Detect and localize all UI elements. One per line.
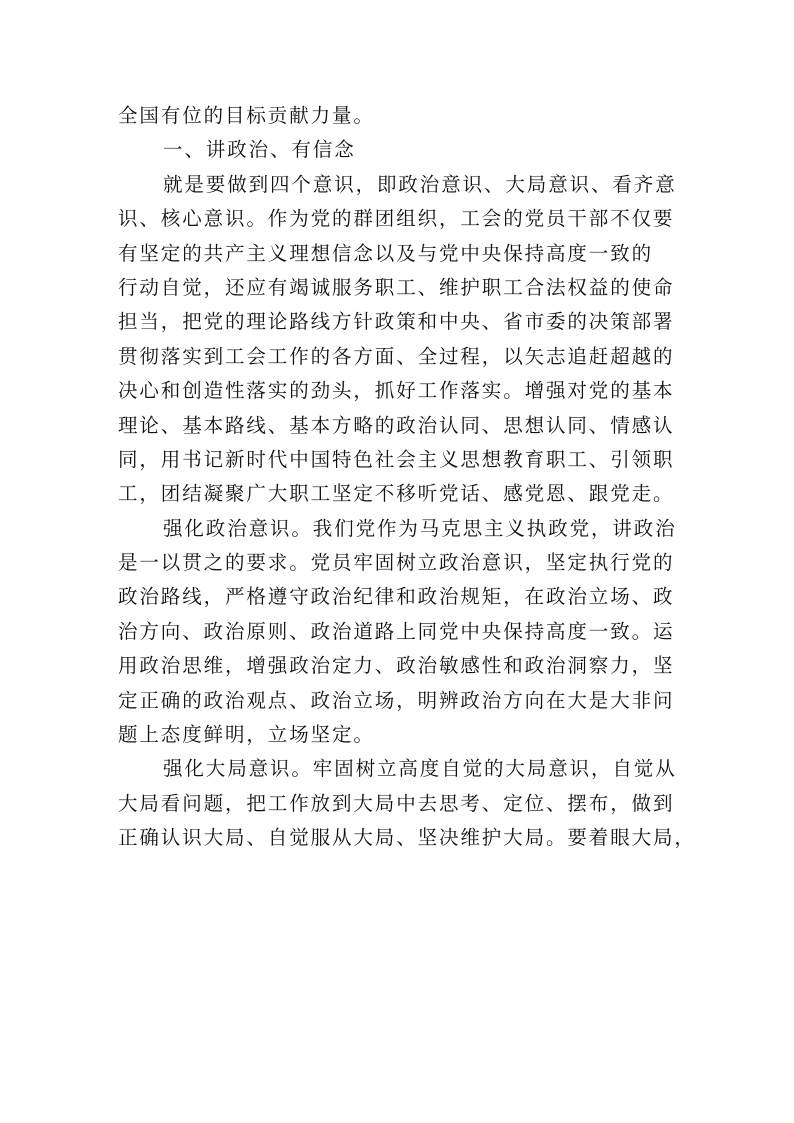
text-line: 有坚定的共产主义理想信念以及与党中央保持高度一致的 [118, 241, 654, 265]
text-line: 定正确的政治观点、政治立场，明辨政治方向在大是大非问 [118, 688, 675, 712]
text-line: 是一以贯之的要求。党员牢固树立政治意识，坚定执行党的 [118, 551, 675, 575]
text-line: 决心和创造性落实的劲头，抓好工作落实。增强对党的基本 [118, 379, 675, 403]
section-heading: 一、讲政治、有信念 [163, 138, 356, 162]
document-body [118, 99, 696, 856]
text-line: 同，用书记新时代中国特色社会主义思想教育职工、引领职 [118, 447, 675, 471]
text-line: 担当，把党的理论路线方针政策和中央、省市委的决策部署 [118, 310, 675, 334]
text-line: 治方向、政治原则、政治道路上同党中央保持高度一致。运 [118, 619, 675, 643]
text-line: 政治路线，严格遵守政治纪律和政治规矩，在政治立场、政 [118, 585, 675, 609]
text-line: 工，团结凝聚广大职工坚定不移听党话、感党恩、跟党走。 [118, 482, 675, 506]
text-line: 行动自觉，还应有竭诚服务职工、维护职工合法权益的使命 [118, 275, 675, 299]
text-line: 大局看问题，把工作放到大局中去思考、定位、摆布，做到 [118, 791, 675, 815]
paragraph-start: 强化大局意识。牢固树立高度自觉的大局意识，自觉从 [163, 757, 677, 781]
text-line: 贯彻落实到工会工作的各方面、全过程，以矢志追赶超越的 [118, 344, 675, 368]
text-line: 理论、基本路线、基本方略的政治认同、思想认同、情感认 [118, 413, 675, 437]
text-line: 识、核心意识。作为党的群团组织，工会的党员干部不仅要 [118, 207, 675, 231]
text-line: 题上态度鲜明，立场坚定。 [118, 723, 375, 747]
paragraph-start: 就是要做到四个意识，即政治意识、大局意识、看齐意 [163, 172, 677, 196]
text-line: 全国有位的目标贡献力量。 [118, 104, 375, 127]
paragraph-start: 强化政治意识。我们党作为马克思主义执政党，讲政治 [163, 516, 677, 540]
text-line: 正确认识大局、自觉服从大局、坚决维护大局。要着眼大局， [118, 826, 696, 850]
text-line: 用政治思维，增强政治定力、政治敏感性和政治洞察力，坚 [118, 654, 675, 678]
